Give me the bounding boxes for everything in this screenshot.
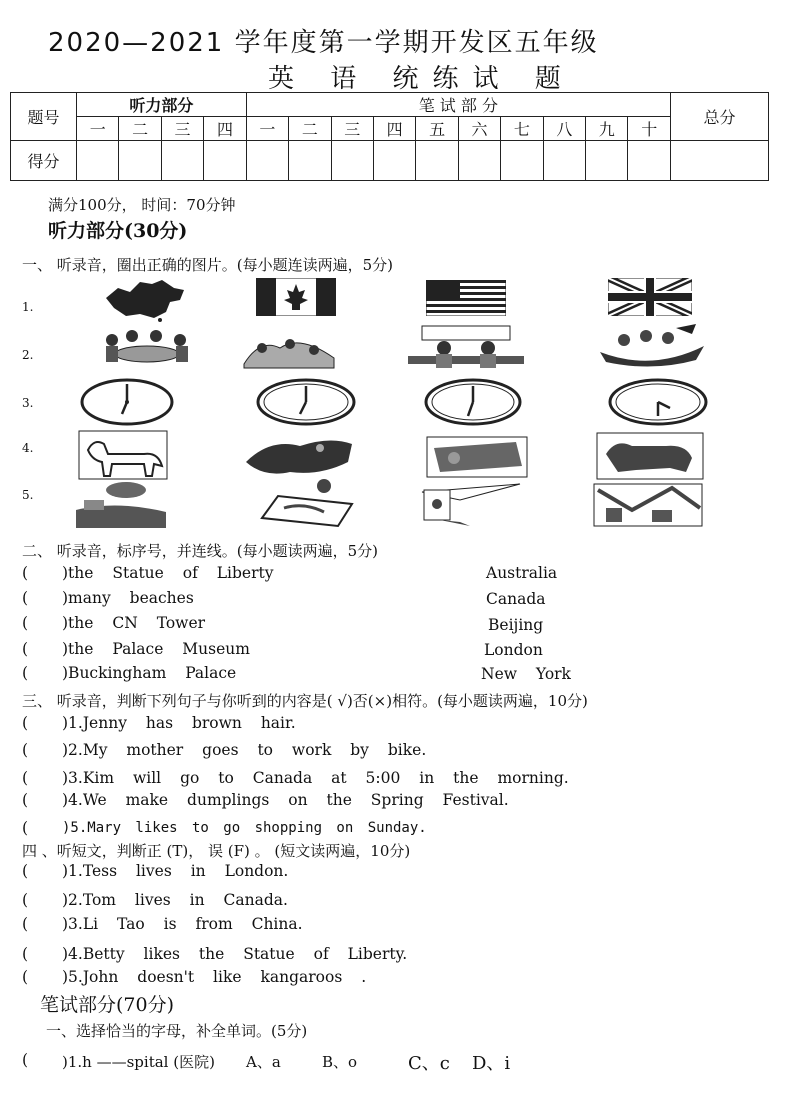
- col-header: 六: [458, 117, 500, 141]
- row-number: 1.: [22, 300, 34, 314]
- part2-heading: 二、 听录音，标序号，并连线。(每小题读两遍，5分): [22, 542, 379, 560]
- row-number: 5.: [22, 488, 34, 502]
- answer-bracket[interactable]: (: [22, 891, 29, 909]
- answer-bracket[interactable]: (: [22, 741, 29, 759]
- answer-bracket[interactable]: (: [22, 714, 29, 732]
- answer-bracket[interactable]: (: [22, 664, 29, 682]
- col-header: 八: [543, 117, 585, 141]
- horse-picture-icon[interactable]: [78, 430, 168, 480]
- score-cell[interactable]: [161, 141, 203, 181]
- garden-scene-icon[interactable]: [76, 480, 166, 528]
- listening-title: 听力部分(30分): [48, 220, 188, 242]
- score-cell[interactable]: [373, 141, 415, 181]
- tower-scene-icon[interactable]: [420, 480, 524, 528]
- col-header: 二: [119, 117, 161, 141]
- answer-bracket[interactable]: (: [22, 614, 29, 632]
- judgement-sentence: )5.Mary likes to go shopping on Sunday.: [62, 820, 427, 836]
- sheep-picture-icon[interactable]: [426, 436, 528, 478]
- place-item: )the Palace Museum: [62, 640, 250, 658]
- col-header: 三: [161, 117, 203, 141]
- col-header: 二: [289, 117, 331, 141]
- cow-picture-icon[interactable]: [596, 432, 704, 480]
- uk-flag-icon[interactable]: [608, 278, 692, 316]
- col-header: 四: [373, 117, 415, 141]
- answer-bracket[interactable]: (: [22, 915, 29, 933]
- answer-bracket[interactable]: (: [22, 1051, 29, 1069]
- answer-bracket[interactable]: (: [22, 769, 29, 787]
- map-scene-icon[interactable]: [254, 478, 358, 528]
- score-cell[interactable]: [458, 141, 500, 181]
- clock-icon[interactable]: [424, 378, 522, 426]
- answer-bracket[interactable]: (: [22, 862, 29, 880]
- option-a[interactable]: A、a: [246, 1053, 281, 1071]
- written-part1-heading: 一、选择恰当的字母，补全单词。(5分): [46, 1022, 308, 1040]
- exam-meta: 满分100分， 时间：70分钟: [48, 196, 236, 214]
- score-cell[interactable]: [543, 141, 585, 181]
- part4-heading: 四 、听短文，判断正 (T)， 误 (F) 。 (短文读两遍，10分): [22, 842, 411, 860]
- canada-flag-icon[interactable]: [256, 278, 336, 316]
- clock-icon[interactable]: [608, 378, 708, 426]
- col-header: 三: [331, 117, 373, 141]
- score-cell[interactable]: [246, 141, 288, 181]
- tf-sentence: )5.John doesn't like kangaroos .: [62, 968, 367, 986]
- tf-sentence: )3.Li Tao is from China.: [62, 915, 303, 933]
- option-b[interactable]: B、o: [322, 1053, 358, 1071]
- country-match[interactable]: New York: [481, 665, 571, 683]
- score-cell[interactable]: [586, 141, 628, 181]
- answer-bracket[interactable]: (: [22, 589, 29, 607]
- score-cell[interactable]: [77, 141, 119, 181]
- col-header: 四: [204, 117, 246, 141]
- option-c[interactable]: C、c: [408, 1053, 450, 1074]
- clock-icon[interactable]: [80, 378, 174, 426]
- row-number: 3.: [22, 396, 34, 410]
- answer-bracket[interactable]: (: [22, 791, 29, 809]
- word-completion-question: )1.h ——spital (医院): [62, 1053, 215, 1071]
- judgement-sentence: )2.My mother goes to work by bike.: [62, 741, 427, 759]
- answer-bracket[interactable]: (: [22, 564, 29, 582]
- country-match[interactable]: London: [484, 641, 543, 659]
- col-header: 九: [586, 117, 628, 141]
- family-dinner-picture-icon[interactable]: [98, 328, 196, 368]
- clock-icon[interactable]: [256, 378, 356, 426]
- boat-party-picture-icon[interactable]: [596, 322, 708, 368]
- usa-flag-icon[interactable]: [426, 280, 506, 316]
- score-cell[interactable]: [204, 141, 246, 181]
- option-d[interactable]: D、i: [472, 1053, 511, 1074]
- answer-bracket[interactable]: (: [22, 945, 29, 963]
- classroom-picture-icon[interactable]: [408, 324, 524, 370]
- score-cell[interactable]: [289, 141, 331, 181]
- col-header: 七: [501, 117, 543, 141]
- country-match[interactable]: Beijing: [488, 616, 544, 634]
- written-title: 笔试部分(70分): [40, 994, 175, 1016]
- tf-sentence: )2.Tom lives in Canada.: [62, 891, 288, 909]
- col-header: 十: [628, 117, 671, 141]
- country-match[interactable]: Australia: [486, 564, 558, 582]
- answer-bracket[interactable]: (: [22, 819, 29, 837]
- score-cell[interactable]: [331, 141, 373, 181]
- listening-header: 听力部分: [77, 93, 247, 117]
- exam-title-line1: 2020—2021 学年度第一学期开发区五年级: [48, 28, 599, 58]
- row-label-cell: 题号: [11, 93, 77, 141]
- tf-sentence: )4.Betty likes the Statue of Liberty.: [62, 945, 408, 963]
- score-cell[interactable]: [119, 141, 161, 181]
- row-number: 2.: [22, 348, 34, 362]
- kids-playing-picture-icon[interactable]: [240, 328, 338, 370]
- place-item: )many beaches: [62, 589, 194, 607]
- score-table: [10, 92, 769, 181]
- part1-heading: 一、 听录音，圈出正确的图片。(每小题连读两遍，5分): [22, 256, 394, 274]
- place-item: )the Statue of Liberty: [62, 564, 274, 582]
- col-header: 一: [77, 117, 119, 141]
- judgement-sentence: )4.We make dumplings on the Spring Festival.: [62, 791, 509, 809]
- score-cell[interactable]: [501, 141, 543, 181]
- total-header: 总分: [671, 93, 769, 141]
- answer-bracket[interactable]: (: [22, 968, 29, 986]
- exam-title-line2: 英 语 统练试 题: [268, 64, 575, 94]
- score-row-label: 得分: [11, 141, 77, 181]
- tf-sentence: )1.Tess lives in London.: [62, 862, 289, 880]
- part3-heading: 三、 听录音，判断下列句子与你听到的内容是( √)否(×)相符。(每小题读两遍，10分): [22, 692, 588, 710]
- row-number: 4.: [22, 441, 34, 455]
- col-header: 一: [246, 117, 288, 141]
- score-cell[interactable]: [416, 141, 458, 181]
- answer-bracket[interactable]: (: [22, 640, 29, 658]
- written-header: 笔 试 部 分: [246, 93, 670, 117]
- china-map-icon[interactable]: [100, 278, 190, 322]
- col-header: 五: [416, 117, 458, 141]
- score-cell[interactable]: [628, 141, 671, 181]
- place-item: )Buckingham Palace: [62, 664, 237, 682]
- place-item: )the CN Tower: [62, 614, 206, 632]
- judgement-sentence: )3.Kim will go to Canada at 5:00 in the morning.: [62, 769, 569, 787]
- country-match[interactable]: Canada: [486, 590, 546, 608]
- city-scene-icon[interactable]: [592, 480, 704, 528]
- kangaroo-picture-icon[interactable]: [240, 432, 356, 480]
- total-score-cell[interactable]: [671, 141, 769, 181]
- judgement-sentence: )1.Jenny has brown hair.: [62, 714, 296, 732]
